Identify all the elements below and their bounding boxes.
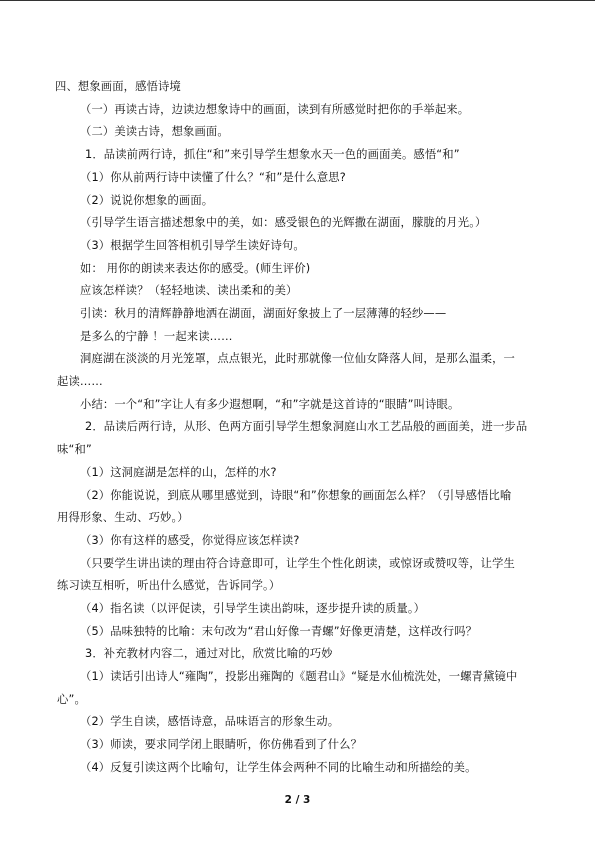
paragraph-line: 是多么的宁静 ！一起来读…… bbox=[80, 330, 233, 343]
paragraph-line: 洞庭湖在淡淡的月光笼罩，点点银光，此时那就像一位仙女降落人间，是那么温柔，一 bbox=[80, 352, 515, 365]
paragraph-line: （1）这洞庭湖是怎样的山，怎样的水? bbox=[80, 466, 277, 479]
paragraph-line: （1）你从前两行诗中读懂了什么？“和”是什么意思? bbox=[80, 171, 346, 184]
paragraph-line: （二）美读古诗，想象画面。 bbox=[80, 125, 229, 138]
paragraph-line: （2）学生自读，感悟诗意，品味语言的形象生动。 bbox=[80, 715, 340, 728]
page-number: 2 / 3 bbox=[284, 794, 311, 806]
paragraph-line: 如： 用你的朗读来表达你的感受。(师生评价) bbox=[80, 262, 311, 275]
paragraph-line: 心”。 bbox=[57, 693, 86, 706]
paragraph-line: （2）你能说说，到底从哪里感觉到，诗眼“和”你想象的画面怎么样？（引导感悟比喻 bbox=[80, 489, 512, 502]
paragraph-line: 3．补充教材内容二，通过对比，欣赏比喻的巧妙 bbox=[85, 647, 333, 660]
paragraph-line: 用得形象、生动、巧妙。） bbox=[57, 511, 189, 524]
paragraph-line: （3）师读，要求同学闭上眼睛听，你仿佛看到了什么？ bbox=[80, 738, 363, 751]
paragraph-line: （引导学生语言描述想象中的美，如：感受银色的光辉撒在湖面，朦胧的月光。） bbox=[80, 216, 487, 229]
paragraph-line: （3）根据学生回答相机引导学生读好诗句。 bbox=[80, 239, 305, 252]
paragraph-line: （4）反复引读这两个比喻句，让学生体会两种不同的比喻生动和所描绘的美。 bbox=[80, 761, 477, 774]
paragraph-line: （只要学生讲出读的理由符合诗意即可，让学生个性化朗读，或惊讶或赞叹等，让学生 bbox=[80, 557, 515, 570]
paragraph-line: （5）品味独特的比喻：末句改为“君山好像一青螺”好像更清楚，这样改行吗？ bbox=[80, 625, 478, 638]
paragraph-line: 2．品读后两行诗，从形、色两方面引导学生想象洞庭山水工艺品般的画面美，进一步品 bbox=[85, 420, 528, 433]
paragraph-line: 练习读互相听，听出什么感觉，告诉同学。） bbox=[57, 579, 281, 592]
paragraph-line: （4）指名读（以评促读，引导学生读出韵味，逐步提升读的质量。） bbox=[80, 602, 426, 615]
paragraph-line: 味“和” bbox=[57, 443, 92, 456]
paragraph-line: （一）再读古诗，边读边想象诗中的画面，读到有所感觉时把你的手举起来。 bbox=[80, 103, 470, 116]
paragraph-line: 起读…… bbox=[57, 375, 103, 388]
paragraph-line: 应该怎样读？（轻轻地读、读出柔和的美） bbox=[80, 284, 298, 297]
paragraph-line: （2）说说你想象的画面。 bbox=[80, 194, 214, 207]
paragraph-line: （1）读话引出诗人“雍陶”，投影出雍陶的《题君山》“疑是水仙梳洗处，一螺青黛镜中 bbox=[80, 670, 518, 683]
paragraph-line: 小结：一个“和”字让人有多少遐想啊，“和”字就是这首诗的“眼睛”叫诗眼。 bbox=[80, 398, 460, 411]
paragraph-line: 引读：秋月的清辉静静地洒在湖面，湖面好象披上了一层薄薄的轻纱—— bbox=[80, 307, 447, 320]
paragraph-line: （3）你有这样的感受，你觉得应该怎样读? bbox=[80, 534, 300, 547]
section-heading: 四、想象画面，感悟诗境 bbox=[55, 80, 181, 93]
paragraph-line: 1．品读前两行诗，抓住“和”来引导学生想象水天一色的画面美。感悟“和” bbox=[85, 148, 460, 161]
